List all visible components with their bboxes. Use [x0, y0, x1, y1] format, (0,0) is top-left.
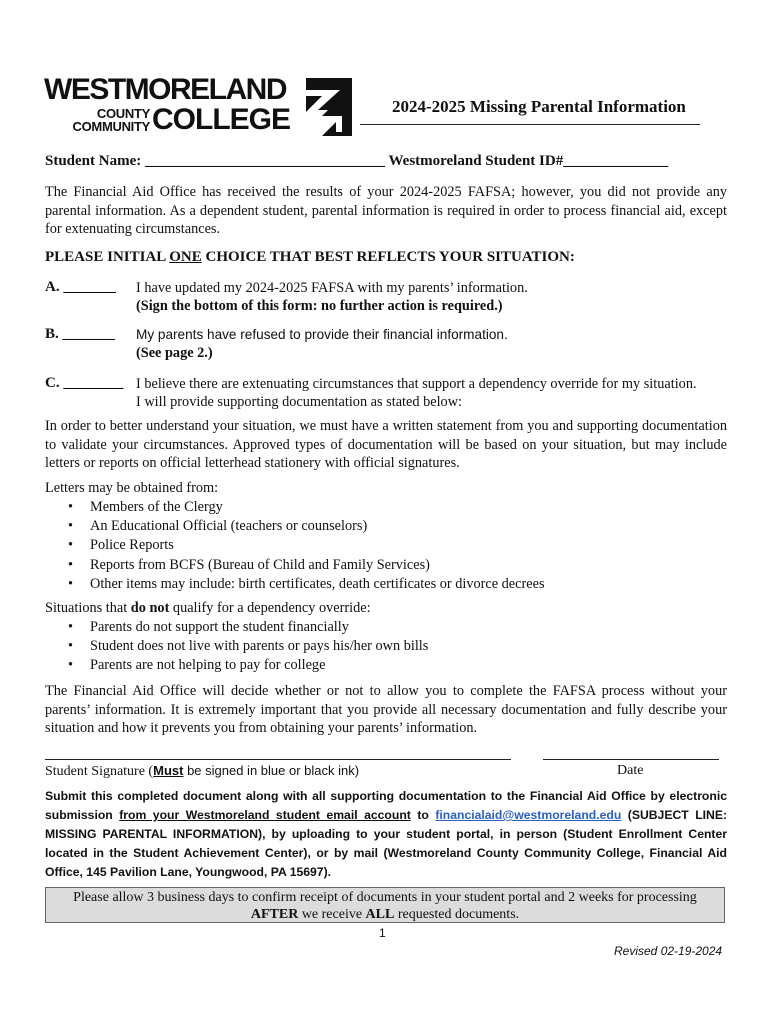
signature-line[interactable]: [45, 759, 511, 760]
letters-list: [68, 498, 545, 594]
list-item: • Reports from BCFS (Bureau of Child and Family Services): [68, 556, 545, 575]
choice-c-initial-field[interactable]: C. ________: [45, 375, 124, 391]
intro-paragraph: The Financial Aid Office has received the results of your 2024-2025 FAFSA; however, you did not provide any parental information. As a dependent student, parental information is required in order to process financial aid, except for extenuating circumstances.: [45, 184, 727, 237]
student-name-field[interactable]: Student Name: ________________________________: [45, 153, 385, 169]
list-item: • Parents do not support the student financially: [68, 618, 428, 637]
choice-c-text: I believe there are extenuating circumstances that support a dependency override for my situation. I will provide supporting documentation as stated below:: [136, 376, 697, 410]
logo-college-text: COLLEGE: [152, 103, 291, 136]
logo-county-text: COUNTY: [96, 106, 150, 121]
title-underline: [360, 124, 700, 125]
date-label: Date: [617, 763, 644, 778]
logo-mark-icon: [302, 76, 356, 138]
financial-aid-email-link[interactable]: financialaid@westmoreland.edu: [435, 808, 622, 822]
logo-westmoreland-text: WESTMORELAND: [44, 73, 286, 106]
instruction-heading: PLEASE INITIAL ONE CHOICE THAT BEST REFLECTS YOUR SITUATION:: [45, 249, 575, 265]
letters-intro: Letters may be obtained from:: [45, 480, 219, 496]
list-item: • Student does not live with parents or pays his/her own bills: [68, 637, 428, 656]
college-logo: [44, 74, 359, 140]
decision-paragraph: The Financial Aid Office will decide whether or not to allow you to complete the FAFSA process without your parents’ information. It is extremely important that you provide all necessary documentation and fully describe your situation and how it prevents you from obtaining your parents’ information.: [45, 683, 727, 736]
date-line[interactable]: [543, 759, 719, 760]
situations-list: [68, 618, 428, 676]
choice-a-initial-field[interactable]: A. _______: [45, 279, 116, 295]
processing-notice-box: Please allow 3 business days to confirm receipt of documents in your student portal and 2 weeks for processing AFTER we receive ALL requested documents.: [45, 887, 725, 923]
logo-community-text: COMMUNITY: [72, 119, 150, 134]
page-number: 1: [379, 926, 386, 940]
document-title: 2024-2025 Missing Parental Information: [392, 97, 686, 116]
situations-intro: Situations that do not qualify for a dependency override:: [45, 600, 371, 616]
student-fields: [45, 153, 668, 170]
choice-a-text: I have updated my 2024-2025 FAFSA with my parents’ information. (Sign the bottom of this form: no further action is required.): [136, 280, 528, 314]
list-item: • Police Reports: [68, 536, 545, 555]
list-item: • Other items may include: birth certificates, death certificates or divorce decrees: [68, 575, 545, 594]
choice-b-initial-field[interactable]: B. _______: [45, 326, 116, 342]
list-item: • An Educational Official (teachers or counselors): [68, 517, 545, 536]
submit-instructions: Submit this completed document along with all supporting documentation to the Financial Aid Office by electronic submission from your Westmoreland student email account to financialaid@westmoreland.edu (SUBJECT LINE: MISSING PARENTAL INFORMATION), by uploading to your student portal, in person (Student Enrollment Center located in the Student Achievement Center), or by mail (Westmoreland County Community College, Financial Aid Office, 145 Pavilion Lane, Youngwood, PA 15697).: [45, 789, 728, 879]
student-id-field[interactable]: Westmoreland Student ID#______________: [388, 153, 669, 169]
revision-date: Revised 02-19-2024: [614, 944, 723, 958]
choice-b-text: My parents have refused to provide their financial information. (See page 2.): [136, 327, 508, 361]
list-item: • Parents are not helping to pay for college: [68, 656, 428, 675]
explanation-paragraph: In order to better understand your situation, we must have a written statement from you and supporting documentation to validate your circumstances. Approved types of documentation will be based on your situation, but may include letters or reports on official letterhead stationery with official signatures.: [45, 418, 727, 471]
list-item: • Members of the Clergy: [68, 498, 545, 517]
signature-label: Student Signature (Must be signed in blue or black ink): [45, 763, 360, 779]
